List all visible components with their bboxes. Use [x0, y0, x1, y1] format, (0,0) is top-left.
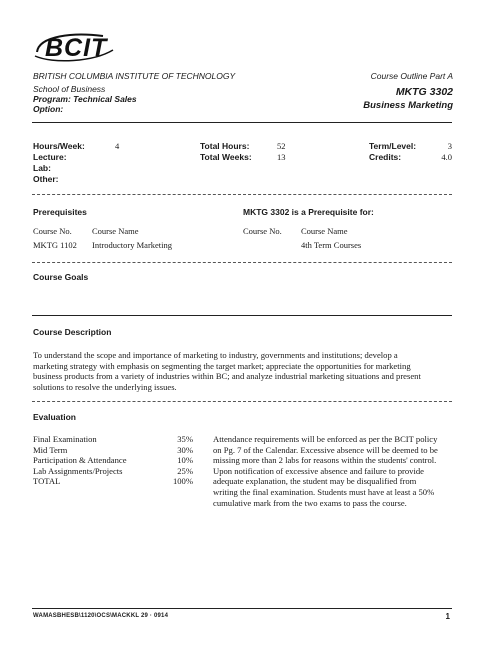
evaluation-value: 35%: [177, 434, 193, 444]
divider-prereq: [32, 262, 452, 263]
evaluation-label: TOTAL: [33, 476, 61, 487]
evaluation-items: [33, 434, 193, 487]
col-course-no-left: Course No.: [33, 226, 72, 236]
prerequisite-for-heading: MKTG 3302 is a Prerequisite for:: [243, 207, 374, 217]
note-line: missing more than 2 labs for reasons within the students' control.: [213, 455, 437, 466]
page-number: 1: [445, 612, 450, 621]
evaluation-value: 30%: [177, 444, 193, 455]
evaluation-value: 25%: [177, 465, 193, 476]
course-description-text: [33, 350, 463, 392]
note-line: on Pg. 7 of the Calendar. Excessive absence will be deemed to be: [213, 444, 438, 455]
term-level-value: 3: [447, 141, 452, 151]
description-line: solutions to resolve the underlying issues.: [33, 381, 177, 392]
evaluation-row: [33, 476, 193, 487]
divider-top: [32, 122, 452, 123]
bcit-logo: [33, 30, 119, 68]
term-level-label: Term/Level:: [369, 141, 417, 151]
lab-label: Lab:: [33, 163, 51, 173]
evaluation-label: Mid Term: [33, 444, 68, 455]
total-hours-label: Total Hours:: [200, 141, 250, 151]
evaluation-row: [33, 445, 193, 456]
divider-footer: [32, 608, 452, 609]
option-label: Option:: [33, 104, 64, 114]
divider-description: [32, 401, 452, 402]
evaluation-row: [33, 466, 193, 477]
course-title: Business Marketing: [363, 100, 453, 111]
prerequisites-heading: Prerequisites: [33, 207, 87, 217]
logo-text: BCIT: [45, 34, 108, 62]
evaluation-label: Final Examination: [33, 434, 97, 444]
other-label: Other:: [33, 174, 59, 184]
evaluation-label: Lab Assignments/Projects: [33, 465, 123, 476]
description-line: business products from a variety of industries within BC; and analyze industrial marketing situations and present: [33, 371, 421, 382]
evaluation-label: Participation & Attendance: [33, 455, 127, 466]
note-line: cumulative mark from the two exams to pass the course.: [213, 497, 407, 508]
institution-name: BRITISH COLUMBIA INSTITUTE OF TECHNOLOGY: [33, 71, 236, 81]
description-line: To understand the scope and importance of marketing to industry, governments and institutions; develop a: [33, 350, 398, 360]
attendance-note: [213, 434, 463, 508]
note-line: Upon notification of excessive absence and failure to provide: [213, 465, 424, 476]
hours-week-label: Hours/Week:: [33, 141, 85, 151]
divider-goals: [32, 315, 452, 316]
divider-info: [32, 194, 452, 195]
footer-file-ref: WAMASBHESB\1120\OCS\MACKKL 29 · 0914: [33, 613, 169, 619]
course-goals-heading: Course Goals: [33, 272, 89, 282]
note-line: adequate explanation, the student may be disqualified from: [213, 476, 417, 487]
lecture-label: Lecture:: [33, 152, 67, 162]
prereq-course-no: MKTG 1102: [33, 240, 77, 250]
program-name: Program: Technical Sales: [33, 94, 137, 104]
credits-label: Credits:: [369, 152, 402, 162]
total-weeks-label: Total Weeks:: [200, 152, 252, 162]
total-hours-value: 52: [277, 141, 286, 151]
col-course-no-right: Course No.: [243, 226, 282, 236]
evaluation-value: 100%: [172, 476, 193, 487]
note-line: Attendance requirements will be enforced as per the BCIT policy: [213, 434, 438, 444]
hours-week-value: 4: [115, 141, 120, 151]
description-line: marketing strategy with emphasis on segmenting the target market; appreciate the opportunities for marketing: [33, 360, 411, 371]
next-course-name: 4th Term Courses: [301, 240, 362, 250]
school-name: School of Business: [33, 84, 106, 94]
course-code: MKTG 3302: [395, 86, 453, 98]
col-course-name-right: Course Name: [301, 226, 348, 236]
credits-value: 4.0: [441, 152, 452, 162]
note-line: writing the final examination. Students must have at least a 50%: [213, 486, 435, 497]
course-description-heading: Course Description: [33, 327, 112, 337]
doc-type: Course Outline Part A: [370, 71, 453, 81]
prereq-course-name: Introductory Marketing: [92, 240, 173, 250]
evaluation-heading: Evaluation: [33, 412, 76, 422]
evaluation-row: [33, 434, 193, 445]
total-weeks-value: 13: [277, 152, 286, 162]
evaluation-row: [33, 455, 193, 466]
evaluation-value: 10%: [177, 455, 193, 466]
col-course-name-left: Course Name: [92, 226, 139, 236]
